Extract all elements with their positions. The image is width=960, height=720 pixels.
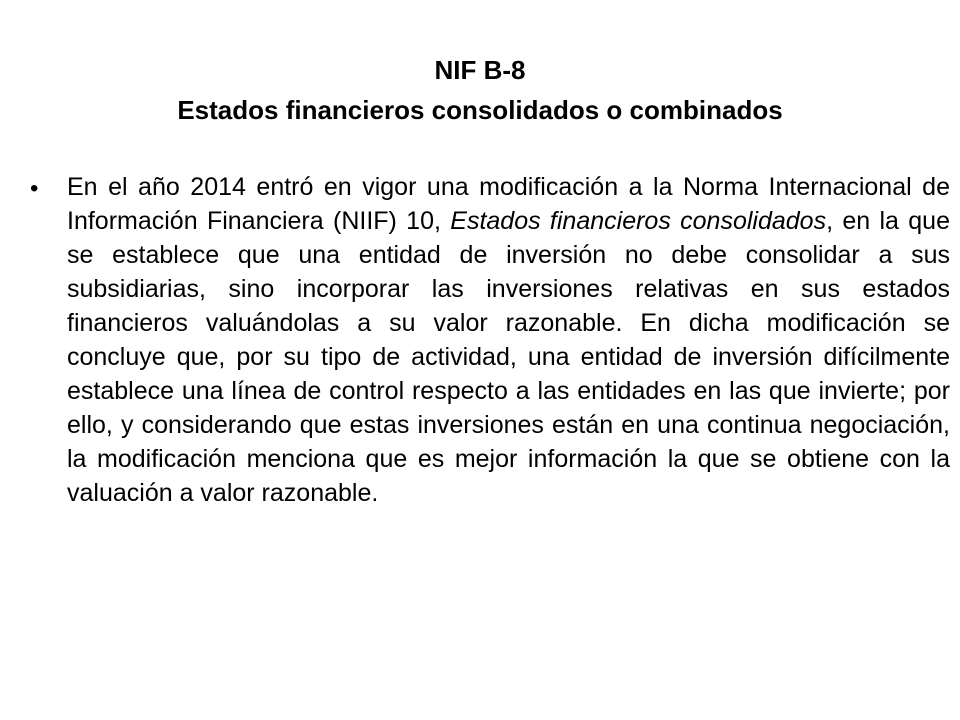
title-line-2: Estados financieros consolidados o combinados [177,95,783,125]
slide-title [40,50,920,130]
bullet-item [30,170,952,510]
paragraph-text-part3: , en la que se establece que una entidad de inversión no debe consolidar a sus subsidiarias, sino incorporar las inversiones relativas en sus estados financieros valuándolas a su valor razonable. En dicha modificación se concluye que, por su tipo de actividad, una entidad de inversión difícilmente establece una línea de control respecto a las entidades en las que invierte; por ello, y considerando que estas inversiones están en una continua negociación, la modificación menciona que es mejor información la que se obtiene con la valuación a valor razonable. [67,207,950,507]
paragraph-text-part1: En el año 2014 entró en vigor una modificación a la Norma Internacional de Información Financiera (NIIF) 10, [67,173,950,235]
paragraph-italic-title: Estados financieros consolidados [450,207,827,235]
bullet-icon: • [30,175,39,202]
title-line-1: NIF B-8 [434,55,526,85]
bullet-paragraph [67,170,950,510]
